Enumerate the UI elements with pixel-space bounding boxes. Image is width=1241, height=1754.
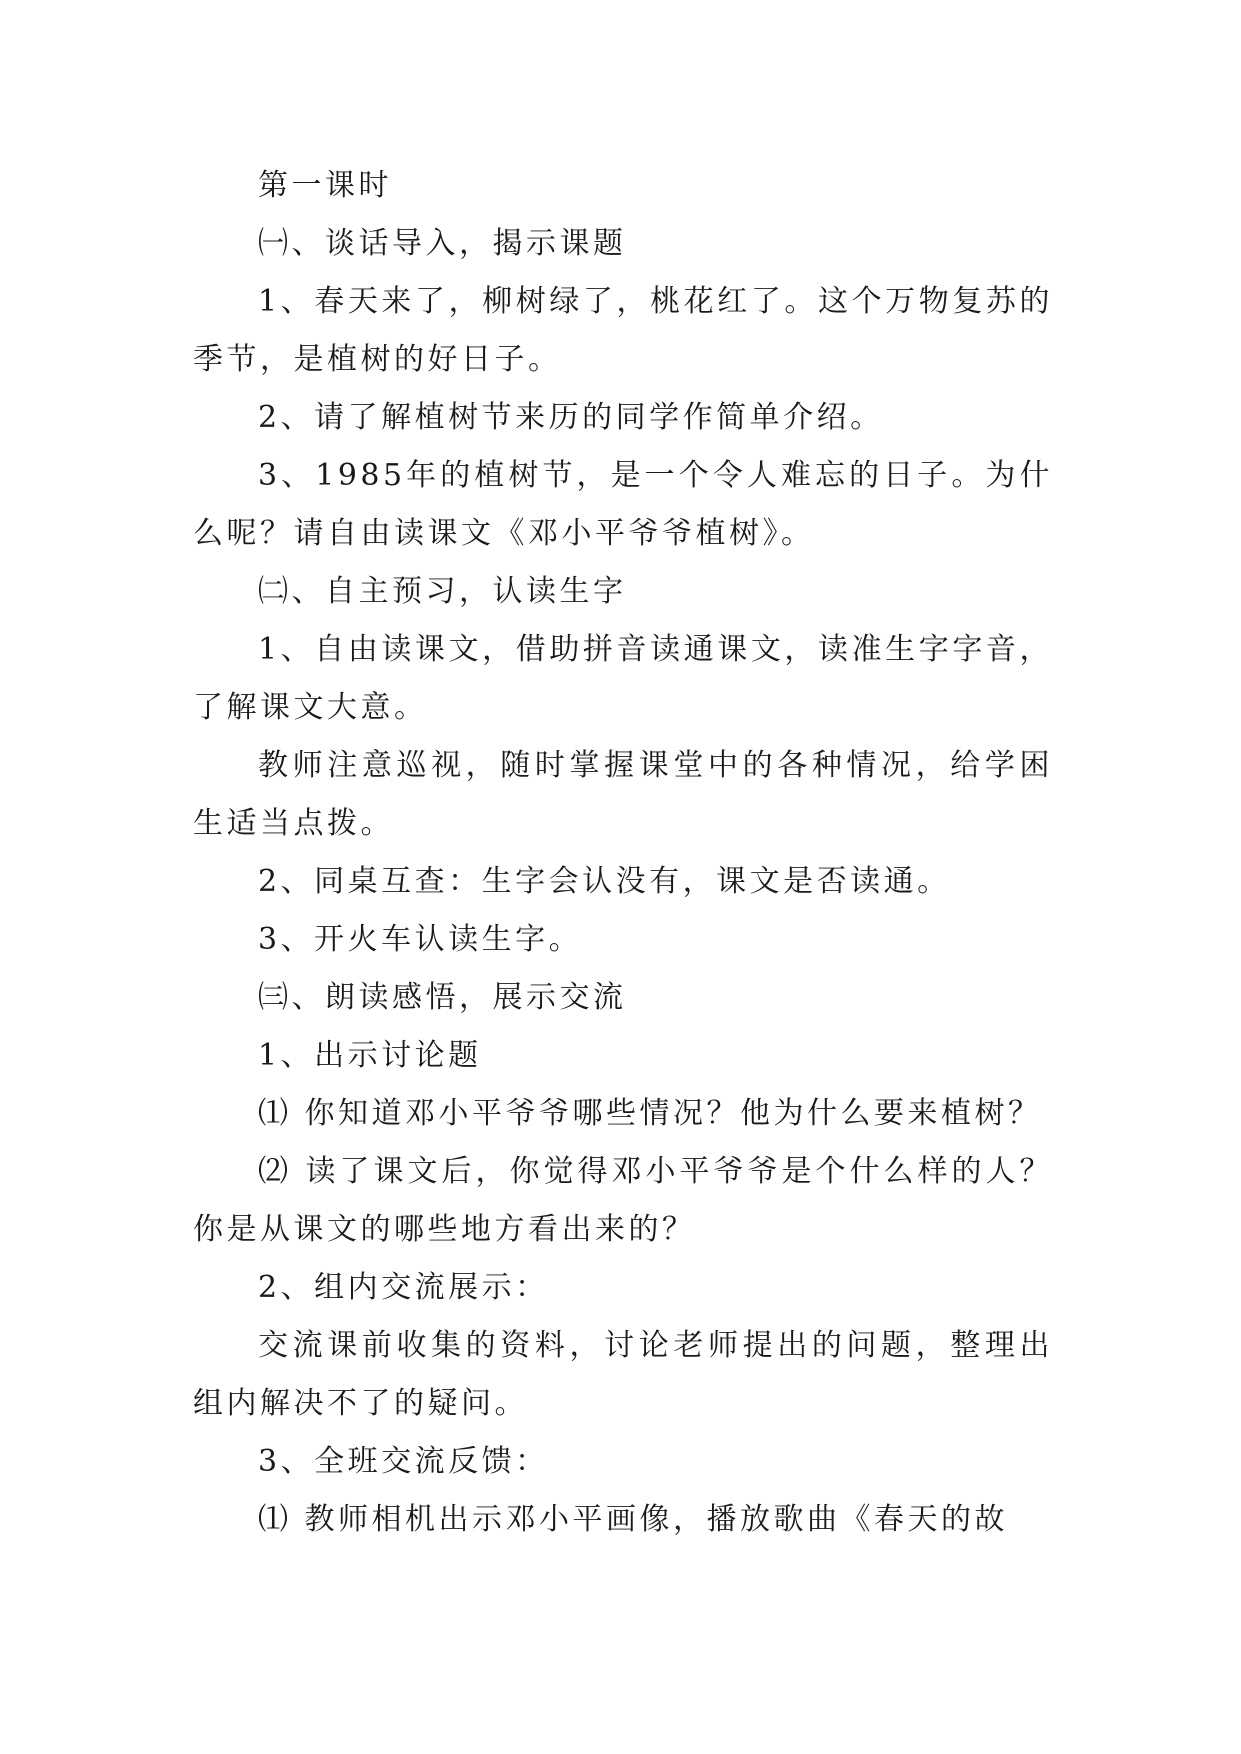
section-heading-1: ㈠、谈话导入，揭示课题	[258, 226, 627, 261]
paragraph: 1、春天来了，柳树绿了，桃花红了。这个万物复苏的季节，是植树的好日子。	[193, 284, 1053, 377]
paragraph: 3、全班交流反馈：	[258, 1444, 549, 1479]
paragraph: 2、同桌互查：生字会认没有，课文是否读通。	[258, 864, 951, 899]
document-body	[193, 157, 1053, 1549]
paragraph: 2、请了解植树节来历的同学作简单介绍。	[258, 400, 884, 435]
section-heading-2: ㈡、自主预习，认读生字	[258, 574, 627, 609]
paragraph: 1、出示讨论题	[258, 1038, 482, 1073]
paragraph: ⑴ 教师相机出示邓小平画像，播放歌曲《春天的故	[258, 1502, 1009, 1537]
paragraph: 2、组内交流展示：	[258, 1270, 549, 1305]
paragraph: 教师注意巡视，随时掌握课堂中的各种情况，给学困生适当点拨。	[193, 748, 1053, 841]
paragraph: 3、开火车认读生字。	[258, 922, 583, 957]
discussion-question: ⑵ 读了课文后，你觉得邓小平爷爷是个什么样的人？你是从课文的哪些地方看出来的？	[193, 1154, 1053, 1247]
lesson-title: 第一课时	[258, 168, 392, 203]
discussion-question: ⑴ 你知道邓小平爷爷哪些情况？他为什么要来植树？	[258, 1096, 1042, 1131]
paragraph: 交流课前收集的资料，讨论老师提出的问题，整理出组内解决不了的疑问。	[193, 1328, 1053, 1421]
paragraph: 3、1985年的植树节，是一个令人难忘的日子。为什么呢？请自由读课文《邓小平爷爷植树》。	[193, 458, 1053, 551]
section-heading-3: ㈢、朗读感悟，展示交流	[258, 980, 627, 1015]
paragraph: 1、自由读课文，借助拼音读通课文，读准生字字音，了解课文大意。	[193, 632, 1053, 725]
